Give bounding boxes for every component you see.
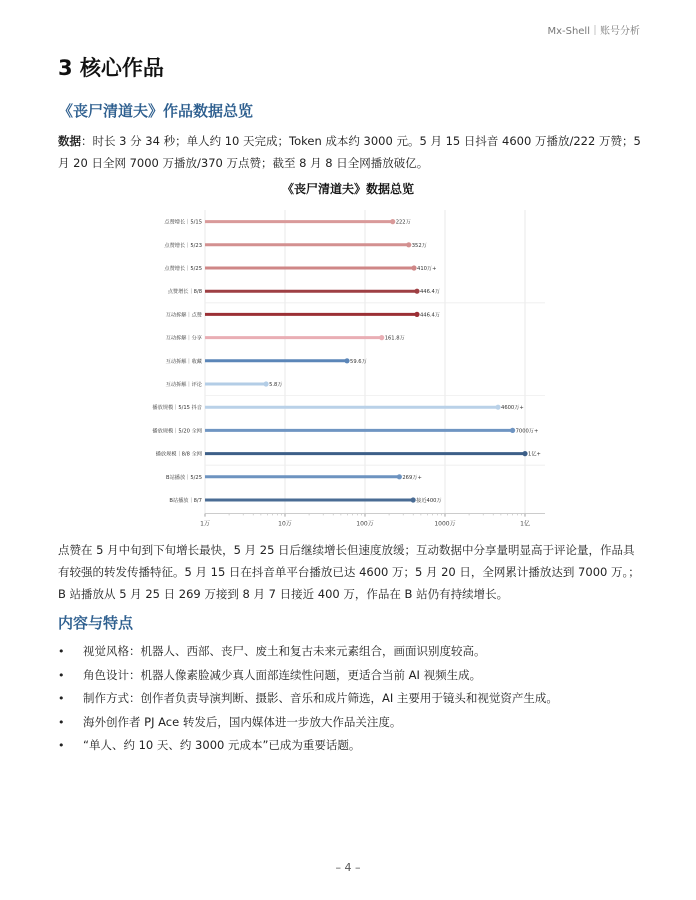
bullet-icon: •: [58, 692, 65, 705]
lollipop-dot: [510, 428, 515, 433]
lollipop-dot: [390, 219, 395, 224]
subsection-title-overview: 《丧尸清道夫》作品数据总览: [58, 102, 254, 120]
lollipop-dot: [379, 335, 384, 340]
y-category-label: 点赞增长｜5/15: [164, 219, 202, 226]
data-label: 410万+: [417, 266, 437, 272]
feature-item: • “单人、约 10 天、约 3000 元成本”已成为重要话题。: [58, 734, 648, 758]
section-title: 3 核心作品: [58, 56, 164, 80]
running-header: Mx-Shell｜账号分析: [547, 26, 640, 37]
data-label: 59.6万: [350, 358, 367, 365]
bullet-icon: •: [58, 645, 65, 658]
lollipop-dot: [397, 474, 402, 479]
data-label: 269万+: [402, 474, 422, 481]
y-category-label: B站播放｜8/7: [169, 498, 202, 504]
bullet-icon: •: [58, 739, 65, 752]
analysis-paragraph: 点赞在 5 月中旬到下旬增长最快，5 月 25 日后继续增长但速度放缓；互动数据中分享量明显高于评论量，作品具有较强的转发传播特征。5 月 15 日在抖音单平台播放已达 4600 万；5 月 20 日，全网累计播放达到 7000 万。；B 站播放从 5 月 25 日 269 万接到 8 月 7 日接近 400 万，作品在 B 站仍有持续增长。: [58, 543, 640, 601]
lollipop-dot: [411, 265, 416, 270]
lollipop-chart: [150, 202, 550, 532]
y-category-label: 播放规模｜8/8 全网: [155, 451, 202, 458]
x-tick-label: 1亿: [520, 520, 530, 528]
data-label: 接近400万: [416, 498, 442, 504]
lollipop-dot: [344, 358, 349, 363]
x-tick-label: 1000万: [434, 520, 456, 528]
data-label: 352万: [411, 242, 427, 249]
y-category-label: 播放规模｜5/20 全网: [152, 428, 202, 435]
y-category-label: 播放规模｜5/15 抖音: [152, 405, 202, 412]
y-category-label: 点赞增长｜5/25: [164, 266, 202, 272]
page-number: – 4 –: [335, 861, 361, 874]
lollipop-dot: [522, 451, 527, 456]
data-label: 1亿+: [528, 451, 541, 458]
y-category-label: B站播放｜5/25: [166, 474, 202, 481]
x-tick-label: 1万: [200, 520, 210, 528]
data-label: 446.4万: [419, 289, 441, 296]
lollipop-dot: [411, 497, 416, 502]
data-text: ：时长 3 分 34 秒；单人约 10 天完成；Token 成本约 3000 元。5 月 15 日抖音 4600 万播放/222 万赞；5 月 20 日全网 7000 万播放/370 万点赞；截至 8 月 8 日全网播放破亿。: [58, 134, 641, 170]
data-label: 446.4万: [419, 312, 441, 319]
data-label: 161.8万: [384, 335, 405, 342]
lollipop-dot: [414, 312, 419, 317]
y-category-label: 互动拆解｜分享: [165, 335, 202, 342]
data-label: 222万: [395, 219, 411, 226]
feature-item: • 制作方式：创作者负责导演判断、摄影、音乐和成片筛选，AI 主要用于镜头和视觉资产生成。: [58, 687, 648, 711]
y-category-label: 点赞增长｜8/8: [167, 289, 202, 296]
data-label: 4600万+: [501, 405, 524, 412]
lollipop-dot: [414, 289, 419, 294]
y-category-label: 互动拆解｜收藏: [165, 358, 202, 365]
chart-title: 《丧尸清道夫》数据总览: [281, 182, 414, 196]
x-tick-label: 100万: [356, 520, 374, 528]
lollipop-dot: [406, 242, 411, 247]
subsection-title-features: 内容与特点: [58, 614, 134, 632]
y-category-label: 点赞增长｜5/23: [164, 242, 202, 249]
feature-item: • 角色设计：机器人像素脸减少真人面部连续性问题，更适合当前 AI 视频生成。: [58, 664, 648, 688]
data-label: 7000万+: [515, 428, 539, 435]
y-category-label: 互动拆解｜评论: [165, 382, 202, 388]
feature-list: [58, 640, 648, 758]
y-category-label: 互动拆解｜点赞: [165, 312, 202, 319]
lollipop-dot: [495, 405, 500, 410]
lollipop-dot: [263, 381, 268, 386]
feature-item: • 海外创作者 PJ Ace 转发后，国内媒体进一步放大作品关注度。: [58, 711, 648, 735]
data-label: 数据: [58, 134, 81, 148]
x-tick-label: 10万: [278, 520, 292, 528]
data-label: 5.8万: [269, 382, 283, 388]
bullet-icon: •: [58, 668, 65, 682]
bullet-icon: •: [58, 715, 65, 729]
data-paragraph: [58, 130, 642, 174]
feature-item: • 视觉风格：机器人、西部、丧尸、废土和复古未来元素组合，画面识别度较高。: [58, 640, 648, 664]
